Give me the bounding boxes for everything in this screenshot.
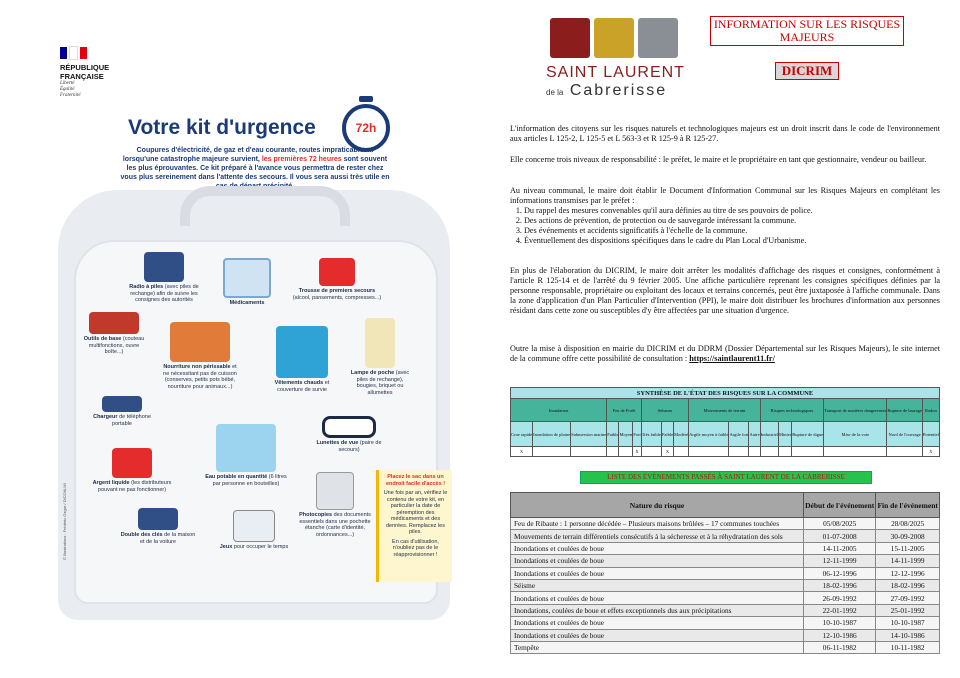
synth-mark-cell <box>778 447 791 457</box>
paragraph-3 <box>510 186 940 246</box>
synth-subheader: Submersion marine <box>571 422 607 447</box>
synth-subheader: Faible <box>661 422 673 447</box>
synth-mark-cell: X <box>633 447 642 457</box>
event-start: 06-11-1982 <box>804 641 876 653</box>
synth-subheader: Minier <box>778 422 791 447</box>
event-start: 18-02-1996 <box>804 579 876 591</box>
wallet-icon <box>112 448 152 478</box>
charger-label: Chargeur <box>93 414 118 420</box>
motto-liberte: Liberté <box>60 81 75 86</box>
events-col-end: Fin de l'événement <box>876 493 940 518</box>
paragraph-5 <box>510 344 940 364</box>
kit-title: Votre kit d'urgence <box>128 116 316 139</box>
charger-desc: de téléphone portable <box>112 414 151 427</box>
synth-mark-cell <box>749 447 760 457</box>
logo-square-grey <box>638 18 678 58</box>
note-p2: En cas d'utilisation, n'oubliez pas de le réapprovisionner ! <box>392 538 439 558</box>
first-aid-kit-icon <box>319 258 355 286</box>
flashlight-icon <box>365 318 395 368</box>
event-nature: Tempête <box>511 641 804 653</box>
event-nature: Inondations et coulées de boue <box>511 555 804 567</box>
commune-website-link[interactable]: https://saintlaurent11.fr/ <box>689 354 775 363</box>
event-nature: Inondations et coulées de boue <box>511 592 804 604</box>
lamp-desc: (avec piles de rechange), bougies, briquet ou allumettes <box>356 370 410 396</box>
past-events-table <box>510 492 940 654</box>
saint-laurent-logo <box>546 18 686 100</box>
event-start: 01-07-2008 <box>804 530 876 542</box>
stopwatch-button-icon <box>359 96 373 102</box>
synth-group: Transport de matières dangereuses <box>824 399 887 422</box>
synth-mark-cell <box>607 447 619 457</box>
event-end: 12-12-1996 <box>876 567 940 579</box>
cash-desc: (les distributeurs pouvant ne pas fonctionner) <box>97 480 172 493</box>
kit-item-charger <box>90 396 154 427</box>
intro-part-b: sont souvent les plus éprouvantes. Ce kit préparé à l'avance vous permettra de rester chez vous plus sereinement dans l'attente des secours. Il vous sera aussi très utile en cas de départ précipité. <box>120 156 390 190</box>
table-row <box>511 641 940 653</box>
event-nature: Inondations et coulées de boue <box>511 567 804 579</box>
event-end: 28/08/2025 <box>876 518 940 530</box>
event-end: 10-10-1987 <box>876 617 940 629</box>
synth-subheader: Faible <box>607 422 619 447</box>
event-nature: Mouvements de terrain différentiels consécutifs à la sécheresse et à la réhydratation des sols <box>511 530 804 542</box>
event-nature: Inondations, coulées de boue et effets exceptionnels dus aux précipitations <box>511 604 804 616</box>
synth-subheader: Argile fort <box>729 422 749 447</box>
illustration-credit: © Illustrations : Frédéric Ozgur / DICOM-MI <box>62 483 67 560</box>
kit-item-copies <box>298 472 372 538</box>
logo-name: SAINT LAURENT <box>546 64 685 81</box>
games-desc: pour occuper le temps <box>233 544 289 550</box>
firstaid-desc: (alcool, pansements, compresses...) <box>292 294 382 301</box>
motto-fraternite: Fraternité <box>60 93 81 98</box>
table-row <box>511 530 940 542</box>
logo-square-gold <box>594 18 634 58</box>
kit-item-clothes <box>262 326 342 393</box>
synth-mark-cell: X <box>661 447 673 457</box>
synth-mark-cell <box>619 447 633 457</box>
radio-icon <box>144 252 184 282</box>
firstaid-label: Trousse de premiers secours <box>298 288 376 294</box>
table-row <box>511 629 940 641</box>
synth-mark-cell: X <box>922 447 939 457</box>
republique-line1: RÉPUBLIQUE <box>60 63 110 72</box>
kit-item-water <box>204 424 288 487</box>
synth-subheader: Potentiel <box>922 422 939 447</box>
list-item: 2. Des actions de prévention, de protection ou de sauvegarde intéressant la commune. <box>524 216 940 226</box>
table-row <box>511 579 940 591</box>
meds-label: Médicaments <box>229 300 265 306</box>
event-start: 22-01-1992 <box>804 604 876 616</box>
games-icon <box>233 510 275 542</box>
event-start: 26-09-1992 <box>804 592 876 604</box>
synth-group: Séismes <box>641 399 688 422</box>
medicine-icon <box>223 258 271 298</box>
intro-highlight: les premières 72 heures <box>261 156 342 163</box>
synth-subheader: Modéré <box>674 422 689 447</box>
water-label: Eau potable en quantité <box>205 474 268 480</box>
synth-subheader: Rupture de digue <box>792 422 824 447</box>
republique-francaise-logo <box>60 46 150 99</box>
synth-subheader: Autre <box>749 422 760 447</box>
table-row <box>511 604 940 616</box>
clothes-desc: et couverture de survie <box>277 380 330 393</box>
event-end: 18-02-1996 <box>876 579 940 591</box>
glasses-label: Lunettes de vue <box>316 440 359 446</box>
event-end: 25-01-1992 <box>876 604 940 616</box>
list-item: 3. Des événements et accidents significatifs à l'échelle de la commune. <box>524 226 940 236</box>
synth-subheader: Très faible <box>641 422 661 447</box>
kit-intro <box>120 146 390 191</box>
table-row <box>511 518 940 530</box>
radio-label: Radio à piles <box>129 284 164 290</box>
events-col-nature: Nature du risque <box>511 493 804 518</box>
synth-mark-cell: X <box>511 447 533 457</box>
synth-group: Inondation <box>511 399 607 422</box>
food-desc: et ne nécessitant pas de cuisson (conserves, petits pots bébé, nourriture pour animaux...) <box>163 364 237 390</box>
prefect-info-list <box>510 206 940 246</box>
synth-subheader: Mise de la voie <box>824 422 887 447</box>
event-start: 05/08/2025 <box>804 518 876 530</box>
event-start: 06-12-1996 <box>804 567 876 579</box>
paragraph-3-text: Au niveau communal, le maire doit établir le Document d'Information Communal sur les Risques Majeurs en complétant les informations transmises par le préfet : <box>510 186 940 205</box>
logo-square-red <box>550 18 590 58</box>
synth-mark-cell <box>824 447 887 457</box>
synth-subheader: Fort <box>633 422 642 447</box>
list-item: 1. Du rappel des mesures convenables qu'il aura définies au titre de ses pouvoirs de police. <box>524 206 940 216</box>
placement-note <box>376 470 452 582</box>
tools-desc: (couteau multifonctions, ouvre boîte...) <box>88 336 145 355</box>
synth-group: Radon <box>922 399 939 422</box>
note-p1: Une fois par an, vérifiez le contenu de votre kit, en particulier la date de péremption des médicaments et des denrées. Remplacez les piles. <box>383 490 448 535</box>
risk-synthesis-table <box>510 387 940 457</box>
kit-item-keys <box>120 508 196 545</box>
table-row <box>511 567 940 579</box>
synth-mark-cell <box>689 447 729 457</box>
synth-mark-cell <box>533 447 571 457</box>
tools-label: Outils de base <box>83 336 122 342</box>
logo-prefix: de la <box>546 88 564 97</box>
paragraph-2: Elle concerne trois niveaux de responsabilité : le préfet, le maire et le propriétaire en tant que gestionnaire, vendeur ou bailleur. <box>510 155 927 164</box>
synth-subheader: Argile moyen à faible <box>689 422 729 447</box>
event-nature: Séisme <box>511 579 804 591</box>
documents-icon <box>316 472 354 510</box>
charger-icon <box>102 396 142 412</box>
canned-food-icon <box>170 322 230 362</box>
events-title: LISTE DES ÉVÉNEMENTS PASSÉS À SAINT LAURENT DE LA CABRERISSE <box>580 471 872 484</box>
events-col-start: Début de l'événement <box>804 493 876 518</box>
kit-item-food <box>160 322 240 390</box>
keys-icon <box>138 508 178 530</box>
paragraph-5-text: Outre la mise à disposition en mairie du DICRIM et du DDRM (Dossier Départemental sur les Risques Majeurs), le site internet de la commune offre cette possibilité de consultation : <box>510 344 940 363</box>
event-end: 30-09-2008 <box>876 530 940 542</box>
synth-subheader: Inondation de plaine <box>533 422 571 447</box>
event-end: 14-10-1986 <box>876 629 940 641</box>
kit-item-games <box>216 510 292 551</box>
synth-subheader: Crue rapide <box>511 422 533 447</box>
event-nature: Inondations et coulées de boue <box>511 629 804 641</box>
event-nature: Inondations et coulées de boue <box>511 542 804 554</box>
event-start: 14-11-2005 <box>804 542 876 554</box>
list-item: 4. Éventuellement des dispositions spécifiques dans le cadre du Plan Local d'Urbanisme. <box>524 236 940 246</box>
event-end: 15-11-2005 <box>876 542 940 554</box>
table-row <box>511 555 940 567</box>
kit-item-meds <box>216 258 278 307</box>
kit-item-firstaid <box>292 258 382 301</box>
games-label: Jeux <box>219 544 233 550</box>
food-label: Nourriture non périssable <box>163 364 231 370</box>
synth-mark-cell <box>760 447 778 457</box>
synth-group: Mouvements de terrain <box>689 399 761 422</box>
paragraph-1: L'information des citoyens sur les risques naturels et technologiques majeurs est un droit inscrit dans le code de l'environnement aux articles L 125-2, L 125-5 et L 563-3 et R 125-9 à R 125-27. <box>510 124 940 143</box>
kit-item-radio <box>126 252 202 304</box>
dicrim-badge: DICRIM <box>775 62 839 80</box>
glasses-desc: (paire de secours) <box>338 440 382 453</box>
french-flag-icon <box>60 46 150 60</box>
radio-desc: (avec piles de rechange) afin de suivre les consignes des autorités <box>130 284 199 303</box>
glasses-icon <box>322 416 376 438</box>
copies-desc: des documents essentiels dans une pochette étanche (carte d'identité, ordonnances...) <box>299 512 371 538</box>
synth-group: Feu de Forêt <box>607 399 642 422</box>
republique-line2: FRANÇAISE <box>60 71 104 81</box>
cash-label: Argent liquide <box>92 480 130 486</box>
water-desc: (6 litres par personne en bouteilles) <box>212 474 287 487</box>
kit-item-lamp <box>350 318 410 396</box>
synth-mark-cell <box>641 447 661 457</box>
lamp-label: Lampe de poche <box>350 370 395 376</box>
event-start: 12-10-1986 <box>804 629 876 641</box>
event-start: 10-10-1987 <box>804 617 876 629</box>
intro-part-a: Coupures d'électricité, de gaz et d'eau courante, routes impraticables... lorsqu'une catastrophe majeure survient, <box>122 147 374 163</box>
kit-item-glasses <box>312 416 386 453</box>
kit-item-tools <box>80 312 148 356</box>
keys-label: Double des clés <box>120 532 163 538</box>
clothes-label: Vêtements chauds <box>274 380 324 386</box>
synth-group: Rupture de barrage <box>887 399 922 422</box>
keys-desc: de la maison et de la voiture <box>139 532 196 545</box>
event-start: 12-11-1999 <box>804 555 876 567</box>
dicrim-page <box>484 0 960 678</box>
multitool-icon <box>89 312 139 334</box>
event-nature: Feu de Ribaute : 1 personne décédée – Plusieurs maisons brûlées – 17 communes touchées <box>511 518 804 530</box>
stopwatch-icon <box>342 104 390 152</box>
table-row <box>511 592 940 604</box>
synth-subheader: Industriel <box>760 422 778 447</box>
synth-subheader: Moyen <box>619 422 633 447</box>
event-end: 14-11-1999 <box>876 555 940 567</box>
header-box: INFORMATION SUR LES RISQUES MAJEURS <box>710 16 904 46</box>
table-row <box>511 542 940 554</box>
copies-label: Photocopies <box>299 512 333 518</box>
paragraph-4: En plus de l'élaboration du DICRIM, le maire doit arrêter les modalités d'affichage des risques et consignes, conformément à l'article R 125-14 et de l'arrêté du 9 février 2005. Une affiche particulière reprenant les consignes spécifiques définies par la personne responsable, propriétaire ou exploitant des locaux et terrains concernés, peut être juxtaposée à l'affiche communale. Dans la zone d'application d'un Plan Particulier d'Intervention (PPI), le maire doit distribuer les brochures d'information aux personnes résidant dans cette zone ou susceptibles d'y être affectées par une situation d'urgence. <box>510 266 940 315</box>
synth-mark-cell <box>674 447 689 457</box>
table-row <box>511 617 940 629</box>
timer-label: 72h <box>355 121 377 135</box>
synth-group: Risques technologiques <box>760 399 823 422</box>
event-end: 27-09-1992 <box>876 592 940 604</box>
kit-item-cash <box>92 448 172 493</box>
logo-cabrerisse: Cabrerisse <box>569 82 668 99</box>
warm-clothes-icon <box>276 326 328 378</box>
synth-mark-cell <box>729 447 749 457</box>
synth-mark-cell <box>792 447 824 457</box>
logo-name2 <box>546 82 686 100</box>
synth-mark-cell <box>887 447 922 457</box>
synth-title: SYNTHÈSE DE L'ÉTAT DES RISQUES SUR LA COMMUNE <box>511 388 940 399</box>
note-title: Placez le sac dans un endroit facile d'accès ! <box>385 474 446 487</box>
backpack-handle <box>180 186 350 226</box>
event-nature: Inondations et coulées de boue <box>511 617 804 629</box>
logo-squares <box>550 18 686 58</box>
synth-subheader: Nord de l'ouvrage <box>887 422 922 447</box>
event-end: 10-11-1982 <box>876 641 940 653</box>
motto-egalite: Égalité <box>60 87 75 92</box>
water-bottles-icon <box>216 424 276 472</box>
synth-mark-cell <box>571 447 607 457</box>
